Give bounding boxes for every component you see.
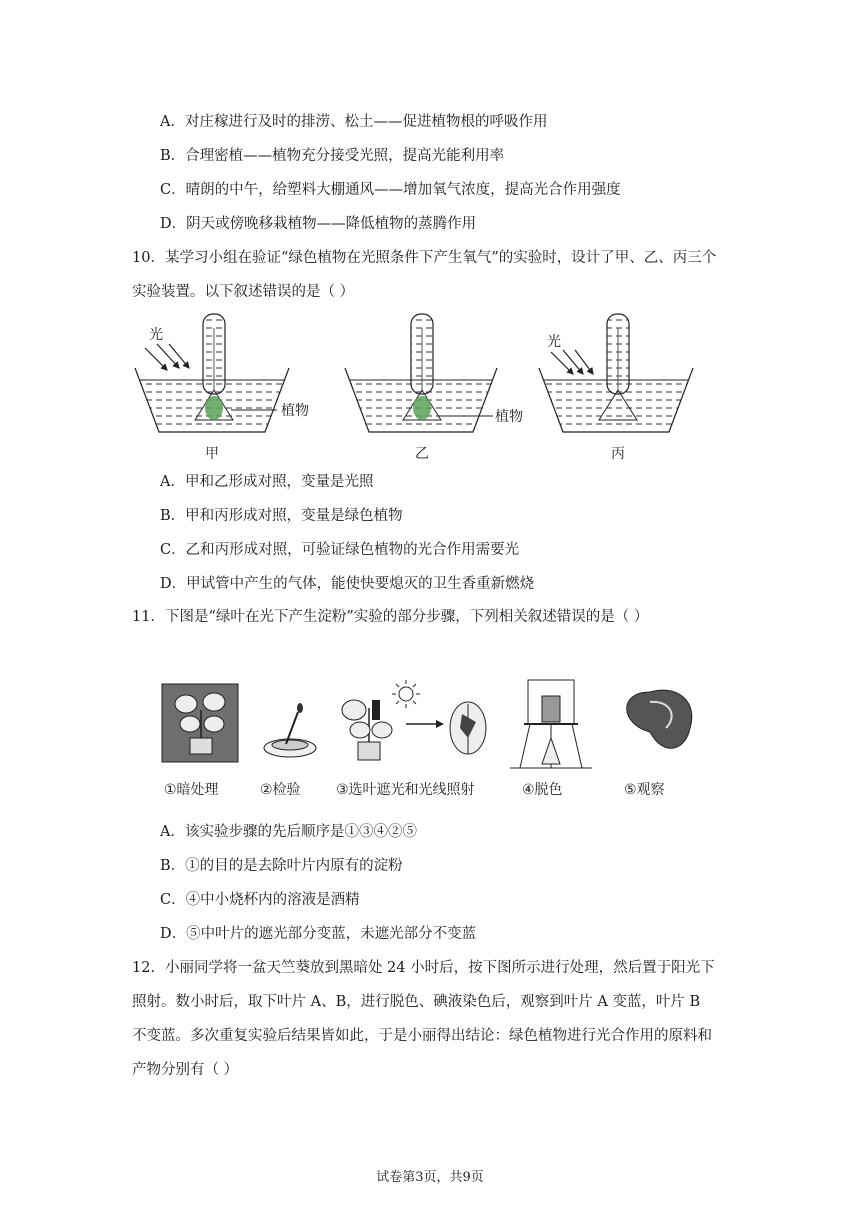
q9-option-d: D．阴天或傍晚移栽植物——降低植物的蒸腾作用 bbox=[160, 216, 477, 232]
q10-stem-line2: 实验装置。以下叙述错误的是（ ） bbox=[132, 284, 355, 300]
step-label-5: ⑤观察 bbox=[624, 782, 665, 798]
step-decolorize bbox=[510, 680, 592, 768]
q9-option-b: B．合理密植——植物充分接受光照，提高光能利用率 bbox=[160, 148, 505, 164]
step-shading bbox=[342, 680, 486, 760]
q11-option-c: C．④中小烧杯内的溶液是酒精 bbox=[160, 892, 360, 908]
q11-figure bbox=[150, 672, 710, 804]
label-yi: 乙 bbox=[415, 446, 429, 462]
page-footer: 试卷第3页，共9页 bbox=[376, 1170, 484, 1185]
label-jia: 甲 bbox=[205, 446, 219, 462]
q10-option-d: D．甲试管中产生的气体，能使快要熄灭的卫生香重新燃烧 bbox=[160, 576, 535, 592]
q11-stem: 11．下图是“绿叶在光下产生淀粉”实验的部分步骤，下列相关叙述错误的是（ ） bbox=[132, 609, 649, 625]
q12-line2: 照射。数小时后，取下叶片 A、B，进行脱色、碘液染色后，观察到叶片 A 变蓝，叶片 B bbox=[132, 994, 701, 1010]
plant-label-jia: 植物 bbox=[281, 403, 309, 419]
step-label-2: ②检验 bbox=[260, 782, 301, 798]
q10-stem-line1: 10．某学习小组在验证“绿色植物在光照条件下产生氧气”的实验时，设计了甲、乙、丙三个 bbox=[132, 250, 717, 266]
setup-jia bbox=[135, 314, 309, 462]
step-dark-treatment bbox=[162, 684, 238, 762]
q11-option-b: B．①的目的是去除叶片内原有的淀粉 bbox=[160, 858, 403, 874]
q10-option-b: B．甲和丙形成对照，变量是绿色植物 bbox=[160, 508, 403, 524]
step-label-3: ③选叶遮光和光线照射 bbox=[336, 782, 475, 798]
step-test bbox=[264, 703, 316, 757]
q12-line3: 不变蓝。多次重复实验后结果皆如此，于是小丽得出结论：绿色植物进行光合作用的原料和 bbox=[132, 1028, 712, 1044]
q12-line1: 12．小丽同学将一盆天竺葵放到黑暗处 24 小时后，按下图所示进行处理，然后置于阳光下 bbox=[132, 960, 715, 976]
step-label-4: ④脱色 bbox=[522, 782, 563, 798]
q12-line4: 产物分别有（ ） bbox=[132, 1062, 239, 1078]
light-label-jia: 光 bbox=[149, 327, 163, 343]
q9-option-a: A．对庄稼进行及时的排涝、松土——促进植物根的呼吸作用 bbox=[160, 114, 548, 130]
q10-figure bbox=[125, 308, 715, 468]
step-observe bbox=[627, 690, 692, 748]
q10-option-c: C．乙和丙形成对照，可验证绿色植物的光合作用需要光 bbox=[160, 542, 520, 558]
light-label-bing: 光 bbox=[547, 334, 561, 350]
label-bing: 丙 bbox=[611, 446, 625, 462]
setup-bing bbox=[539, 314, 693, 462]
step-label-1: ①暗处理 bbox=[164, 782, 219, 798]
setup-yi bbox=[345, 314, 523, 462]
q11-option-d: D．⑤中叶片的遮光部分变蓝，未遮光部分不变蓝 bbox=[160, 926, 477, 942]
q9-option-c: C．晴朗的中午，给塑料大棚通风——增加氧气浓度，提高光合作用强度 bbox=[160, 182, 621, 198]
q10-option-a: A．甲和乙形成对照，变量是光照 bbox=[160, 474, 374, 490]
plant-label-yi: 植物 bbox=[495, 409, 523, 425]
q11-option-a: A．该实验步骤的先后顺序是①③④②⑤ bbox=[160, 824, 417, 840]
